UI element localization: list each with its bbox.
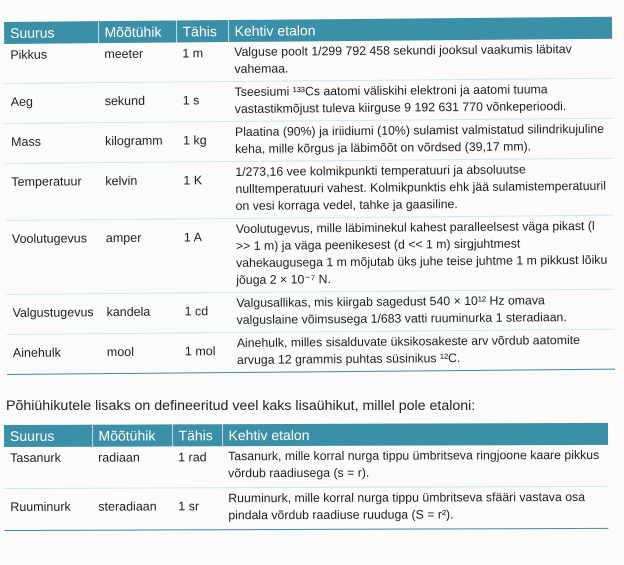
symbol-cell: 1 sr: [172, 488, 222, 530]
quantity-cell: Tasanurk: [4, 447, 92, 489]
symbol-cell: 1 kg: [177, 122, 229, 162]
table-row: [4, 445, 608, 489]
unit-cell: mool: [101, 333, 179, 374]
symbol-cell: 1 s: [177, 82, 229, 122]
standard-cell: 1/273,16 vee kolmikpunkti temperatuuri ja absoluutse nulltemperatuuri vahest. Kolmikpunktis ehk jää sulamistemperatuuril on vesi korraga vedel, tahke ja gaasiline.: [229, 158, 613, 218]
column-header-standard: Kehtiv etalon: [228, 17, 612, 42]
table-row: [4, 39, 612, 84]
supplementary-units-paragraph: Põhiühikutele lisaks on defineeritud veel kaks lisaühikut, millel pole etaloni:: [6, 398, 476, 414]
table-row: [7, 329, 615, 374]
column-header-symbol: Tähis: [172, 424, 222, 446]
symbol-cell: 1 K: [177, 162, 229, 219]
table-header-row: [4, 423, 608, 447]
quantity-cell: Mass: [5, 123, 99, 164]
unit-cell: kilogramm: [99, 122, 177, 163]
standard-cell: Valguse poolt 1/299 792 458 sekundi jooksul vaakumis läbitav vahemaa.: [228, 39, 612, 82]
quantity-cell: Ruuminurk: [4, 488, 92, 530]
quantity-cell: Pikkus: [4, 43, 98, 83]
table-row: [6, 215, 615, 294]
standard-cell: Plaatina (90%) ja iriidiumi (10%) sulamist valmistatud silindrikujuline keha, mille kõrgus ja läbimõõt on võrdsed (39,17 mm).: [229, 118, 613, 161]
column-header-quantity: Suurus: [4, 425, 92, 447]
table-row: [4, 486, 608, 530]
symbol-cell: 1 m: [176, 42, 228, 82]
symbol-cell: 1 mol: [179, 333, 231, 373]
standard-cell: Tasanurk, mille korral nurga tippu ümbritseva ringjoone kaare pikkus võrdub raadiusega (s = r).: [222, 445, 608, 488]
symbol-cell: 1 A: [178, 219, 231, 293]
quantity-cell: Valgustugevus: [6, 294, 100, 335]
unit-cell: kelvin: [99, 162, 177, 220]
unit-cell: radiaan: [92, 446, 172, 488]
quantity-cell: Voolutugevus: [6, 220, 101, 295]
quantity-cell: Temperatuur: [5, 163, 99, 221]
symbol-cell: 1 rad: [172, 446, 222, 488]
unit-cell: kandela: [100, 293, 178, 334]
unit-cell: amper: [100, 219, 179, 294]
column-header-symbol: Tähis: [176, 20, 228, 42]
column-header-unit: Mõõtühik: [92, 424, 172, 446]
si-base-units-table: [4, 17, 615, 375]
standard-cell: Voolutugevus, mille läbiminekul kahest paralleelsest väga pikast (l >> 1 m) ja väga peenikesest (d << 1 m) sirgjuhtmest vahekaugusega 1 m mõjutab üks juhe teise juhtme 1 m pikkust lõiku jõuga 2 × 10⁻⁷ N.: [230, 215, 615, 292]
column-header-quantity: Suurus: [4, 21, 98, 44]
unit-cell: meeter: [98, 42, 176, 82]
column-header-standard: Kehtiv etalon: [222, 423, 608, 446]
table-row: [5, 158, 613, 220]
quantity-cell: Aeg: [5, 83, 99, 124]
unit-cell: sekund: [99, 82, 177, 123]
table-row: [5, 78, 613, 123]
table-row: [6, 289, 614, 334]
column-header-unit: Mõõtühik: [98, 20, 176, 43]
table-row: [5, 118, 613, 163]
si-supplementary-units-table: [4, 423, 608, 531]
standard-cell: Ruuminurk, mille korral nurga tippu ümbritseva sfääri vastava osa pindala võrdub raadiuse ruuduga (S = r²).: [222, 486, 608, 529]
standard-cell: Ainehulk, milles sisalduvate üksikosakeste arv võrdub aatomite arvuga 12 grammis puhtas süsinikus ¹²C.: [231, 329, 615, 372]
unit-cell: steradiaan: [92, 488, 172, 530]
standard-cell: Tseesiumi ¹³³Cs aatomi väliskihi elektroni ja aatomi tuuma vastastikmõjust tuleva kiirguse 9 192 631 770 võnkeperioodi.: [229, 78, 613, 121]
standard-cell: Valgusallikas, mis kiirgab sagedust 540 × 10¹² Hz omava valguslaine võimsusega 1/683 vatti ruuminurka 1 steradiaan.: [230, 289, 614, 332]
symbol-cell: 1 cd: [178, 293, 230, 333]
quantity-cell: Ainehulk: [7, 334, 101, 375]
